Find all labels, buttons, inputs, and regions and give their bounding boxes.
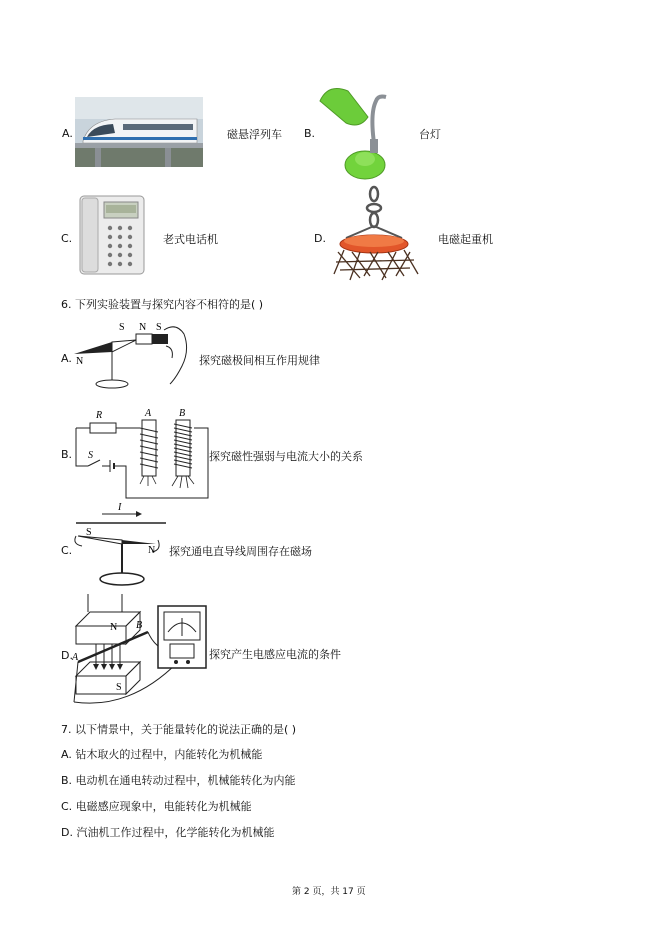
q6-d-induction-diagram xyxy=(70,592,210,710)
electromagnetic-crane-image xyxy=(330,186,430,282)
q6-b-label-s: S xyxy=(88,450,93,461)
desk-lamp-image xyxy=(318,83,408,183)
q7-stem: 7. 以下情景中，关于能量转化的说法正确的是( ) xyxy=(61,723,297,736)
q5-option-b-caption: 台灯 xyxy=(419,128,441,141)
q6-a-label-s2: S xyxy=(156,322,162,333)
q6-option-b-caption: 探究磁性强弱与电流大小的关系 xyxy=(209,450,363,463)
q6-b-label-b: B xyxy=(179,408,186,419)
q7-option-a: A. 钻木取火的过程中，内能转化为机械能 xyxy=(61,748,263,761)
q5-option-c-letter: C. xyxy=(61,232,73,245)
old-telephone-image xyxy=(78,194,146,276)
q6-b-label-r: R xyxy=(96,410,103,421)
q5-option-d-letter: D. xyxy=(314,232,326,245)
page-footer: 第 2 页，共 17 页 xyxy=(292,887,366,897)
q6-d-label-s: S xyxy=(116,682,122,693)
q6-d-label-n: N xyxy=(110,622,118,633)
q6-a-label-n1: N xyxy=(139,322,147,333)
q6-option-a-letter: A. xyxy=(61,352,72,365)
q6-a-magnet-diagram xyxy=(72,318,192,390)
q6-option-d-caption: 探究产生电感应电流的条件 xyxy=(209,648,341,661)
q5-option-a-caption: 磁悬浮列车 xyxy=(227,128,282,141)
q7-option-b: B. 电动机在通电转动过程中，机械能转化为内能 xyxy=(61,774,296,787)
q6-c-label-i: I xyxy=(118,502,122,513)
q6-c-label-n: N xyxy=(148,545,156,556)
q5-option-d-caption: 电磁起重机 xyxy=(438,233,493,246)
q6-stem: 6. 下列实验装置与探究内容不相符的是( ) xyxy=(61,298,264,311)
q6-a-label-s1: S xyxy=(119,322,125,333)
q6-option-d-letter: D. xyxy=(61,649,73,662)
q6-a-label-n2: N xyxy=(76,356,84,367)
q5-option-a-letter: A. xyxy=(62,127,73,140)
maglev-train-image xyxy=(75,97,203,167)
q6-d-label-a: A xyxy=(72,652,79,663)
q6-option-c-caption: 探究通电直导线周围存在磁场 xyxy=(169,545,312,558)
q7-option-d: D. 汽油机工作过程中，化学能转化为机械能 xyxy=(61,826,275,839)
q6-option-a-caption: 探究磁极间相互作用规律 xyxy=(199,354,320,367)
q6-c-oersted-diagram xyxy=(72,502,168,588)
q6-b-electromagnet-circuit xyxy=(70,406,210,500)
q6-option-c-letter: C. xyxy=(61,544,73,557)
q6-b-label-a: A xyxy=(145,408,152,419)
q7-option-c: C. 电磁感应现象中，电能转化为机械能 xyxy=(61,800,252,813)
q5-option-b-letter: B. xyxy=(304,127,316,140)
q6-option-b-letter: B. xyxy=(61,448,73,461)
q6-d-label-b: B xyxy=(136,620,143,631)
q6-c-label-s: S xyxy=(86,527,92,538)
q5-option-c-caption: 老式电话机 xyxy=(163,233,218,246)
